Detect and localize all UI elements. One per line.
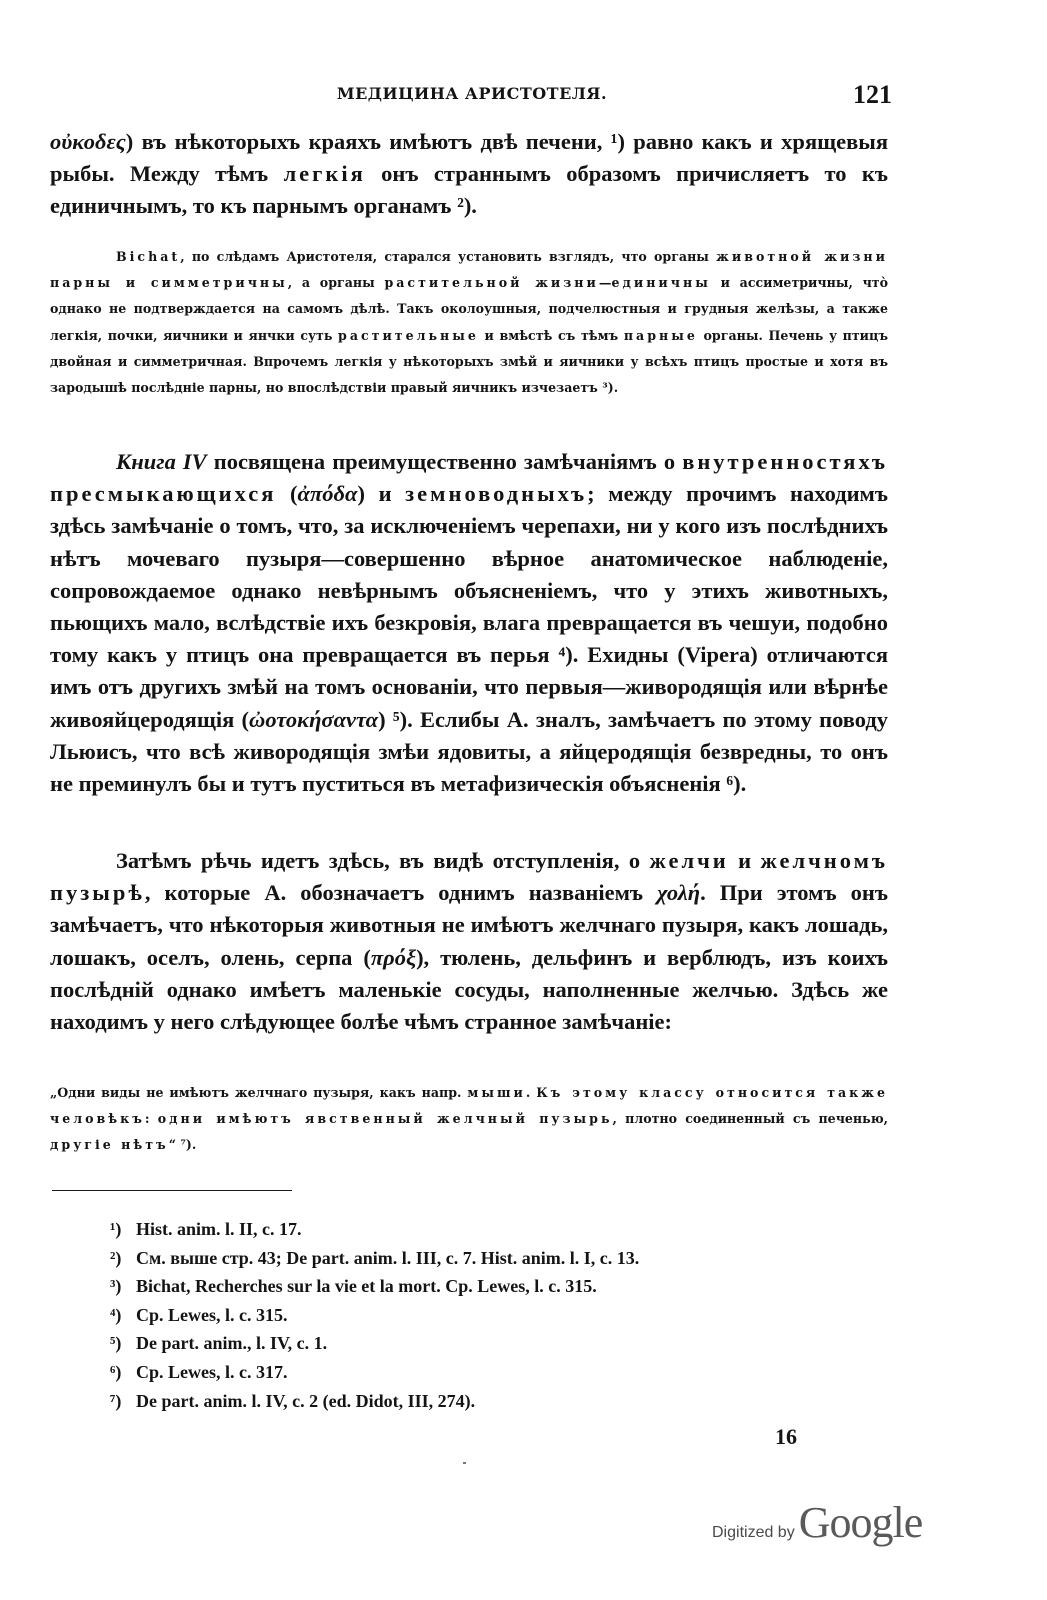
text-span: и — [728, 848, 761, 873]
text-span: ). Ехидны (Vipera) отличаются имъ отъ другихъ змѣй на томъ основаніи, что первыя—живородящія или вѣрнѣе живояйцеродящія ( — [50, 642, 888, 732]
text-span: ) равно какъ и хрящевыя рыбы. Между тѣмъ — [50, 129, 888, 187]
text-span: Затѣмъ рѣчь идетъ здѣсь, въ видѣ отступленія, о — [116, 848, 650, 873]
running-title: МЕДИЦИНА АРИСТОТЕЛЯ. — [336, 84, 608, 103]
text-span: ) въ нѣкоторыхъ краяхъ имѣютъ двѣ печени, — [125, 129, 611, 154]
text-span: ( — [276, 481, 298, 507]
footnote-mark: ²) — [110, 1247, 122, 1268]
spaced-term: внутренностяхъ пресмыкающихся — [50, 449, 888, 507]
spaced-term: растительные — [338, 327, 479, 343]
spaced-term: мыши — [467, 1085, 526, 1100]
text-span: онъ страннымъ образомъ причисляетъ то къ единичнымъ, то къ парнымъ органамъ — [50, 161, 888, 219]
footnote-mark: ⁷) — [110, 1390, 122, 1411]
paragraph-3 — [50, 446, 888, 800]
footnote-list — [110, 1215, 810, 1415]
spaced-term: парные — [623, 327, 698, 343]
footnote-divider — [52, 1190, 292, 1191]
footnote-mark: ¹) — [110, 1219, 122, 1239]
signature-number: 16 — [775, 1424, 797, 1449]
text-span: ). — [607, 380, 619, 396]
footnote-text: См. выше стр. 43; De part. anim. l. III, c. 7. Hist. anim. l. I, c. 13. — [136, 1247, 640, 1268]
spaced-term: единичны — [611, 275, 711, 291]
spaced-term: легкія — [283, 161, 366, 187]
spaced-term: другіе нѣтъ — [50, 1137, 169, 1153]
spaced-term: желчи — [649, 848, 729, 873]
spaced-term: желчномъ пузырѣ — [50, 848, 889, 906]
text-span: ) и — [357, 481, 406, 507]
text-span: ). — [733, 771, 747, 797]
footnote-text: Hist. anim. l. II, c. 17. — [136, 1219, 302, 1239]
footnote-text: De part. anim. l. IV, c. 2 (ed. Didot, III, 274). — [136, 1390, 476, 1411]
footnote-item — [110, 1387, 810, 1416]
spaced-term: животной жизни парны и симметричны — [50, 249, 888, 291]
footnote-mark: ⁶) — [110, 1361, 122, 1382]
text-span: посвящена преимущественно замѣчаніямъ о — [206, 449, 683, 474]
spaced-term: растительной жизни — [384, 275, 599, 291]
footnote-ref: ³ — [602, 380, 608, 396]
footnote-item — [110, 1272, 810, 1301]
footnote-text: De part. anim., l. IV, c. 1. — [136, 1333, 328, 1354]
text-span: “ — [168, 1137, 181, 1153]
paragraph-4 — [50, 845, 888, 1038]
footnote-ref: ⁴ — [558, 642, 566, 668]
footnote-ref: ² — [457, 193, 464, 219]
greek-word: οὐκοδες — [50, 129, 126, 154]
text-span: и вмѣстѣ съ тѣмъ — [478, 327, 624, 343]
greek-word: χολή — [657, 880, 701, 906]
text-span: ). — [463, 193, 477, 219]
page-number: 121 — [853, 80, 892, 109]
italic-heading: Книга IV — [116, 449, 207, 474]
text-span: , которые А. обозначаетъ однимъ названіемъ — [144, 880, 658, 906]
footnote-text: Cp. Lewes, l. c. 315. — [136, 1304, 288, 1325]
footnote-item — [110, 1329, 810, 1358]
footnote-mark: ⁴) — [110, 1304, 122, 1325]
footnote-item — [110, 1358, 810, 1387]
spaced-term: земноводныхъ — [405, 481, 588, 507]
text-span: „Одни виды не имѣютъ желчнаго пузыря, какъ напр. — [50, 1085, 468, 1100]
text-span: ). Еслибы А. зналъ, замѣчаетъ по этому поводу Льюисъ, что всѣ живородящія змѣи ядовиты, а яйцеродящія безвредны, то онъ не преминулъ бы и тутъ пуститься въ метафизическія объясненія — [50, 706, 888, 797]
text-span: ) — [378, 706, 393, 732]
block-quote — [50, 1080, 888, 1159]
footnote-text: Cp. Lewes, l. c. 317. — [136, 1361, 288, 1382]
text-span: , по слѣдамъ Аристотеля, старался установить взглядъ, что органы — [180, 249, 717, 264]
footnote-mark: ⁵) — [110, 1333, 122, 1354]
footnote-mark: ³) — [110, 1276, 122, 1297]
text-span: , плотно соединенный съ печенью, — [612, 1111, 888, 1127]
digitized-by-google-watermark — [712, 1497, 922, 1548]
text-span: , а органы — [287, 275, 385, 291]
text-span: органы. Печень у птицъ двойная и симметричная. Впрочемъ легкія у нѣкоторыхъ змѣй и яичники у всѣхъ птицъ простые и хотя въ зародышѣ послѣдніе парны, но впослѣдствіи правый яичникъ изчезаетъ — [50, 327, 888, 396]
print-speck — [463, 1462, 466, 1464]
spaced-term: Къ этому классу относится также человѣкъ — [50, 1085, 888, 1127]
text-span: ; между прочимъ находимъ здѣсь замѣчаніе о томъ, что, за исключеніемъ черепахи, ни у кого изъ послѣднихъ нѣтъ мочеваго пузыря—совершенно вѣрное анатомическое наблюденіе, сопровождаемое однако невѣрнымъ объясненіемъ, что у этихъ животныхъ, пьющихъ мало, вслѣдствіе ихъ безкровія, влага превращается въ чешуи, подобно тому какъ у птицъ она превращается въ перья — [50, 481, 888, 668]
text-span: ), тюлень, дельфинъ и верблюдъ, изъ коихъ послѣдній однако имѣетъ маленькіе сосуды, наполненные желчью. Здѣсь же находимъ у него слѣдующее болѣе чѣмъ странное замѣчаніе: — [50, 944, 888, 1035]
running-head — [52, 80, 892, 114]
greek-word: πρόξ — [370, 944, 417, 970]
paragraph-2-smallprint — [50, 244, 888, 401]
text-span: и ассиметричны, что̀ однако не подтверждается на самомъ дѣлѣ. Такъ околоушныя, подчелюстныя и грудныя желѣзы, а также легкія, почки, яичники и янчки суть — [50, 275, 889, 343]
greek-word: ἀπόδα — [297, 481, 358, 507]
google-logo: Google — [798, 1498, 923, 1547]
greek-word: ὠοτοκήσαντα — [249, 706, 379, 732]
footnote-item — [110, 1301, 810, 1330]
text-span: — — [598, 275, 612, 291]
footnote-ref: ⁶ — [726, 771, 734, 797]
spaced-term: Bichat — [116, 249, 181, 264]
footnote-text: Bichat, Recherches sur la vie et la mort. Cp. Lewes, l. c. 315. — [136, 1276, 597, 1297]
text-span: : — [144, 1111, 158, 1127]
paragraph-1 — [50, 126, 888, 223]
text-span: . — [525, 1085, 537, 1100]
footnote-ref: ⁷ — [180, 1137, 186, 1153]
spaced-term: одни имѣютъ явственный желчный пузырь — [157, 1111, 613, 1127]
footnote-ref: ¹ — [610, 129, 618, 154]
footnote-ref: ⁵ — [392, 706, 400, 732]
footnote-item — [110, 1215, 810, 1244]
footnote-item — [110, 1244, 810, 1273]
text-span: ). — [185, 1137, 197, 1153]
text-span: . При этомъ онъ замѣчаетъ, что нѣкоторыя животныя не имѣютъ желчнаго пузыря, какъ лошадь, лошакъ, оселъ, олень, серпа ( — [50, 880, 888, 970]
digitized-label: Digitized by — [712, 1524, 795, 1541]
